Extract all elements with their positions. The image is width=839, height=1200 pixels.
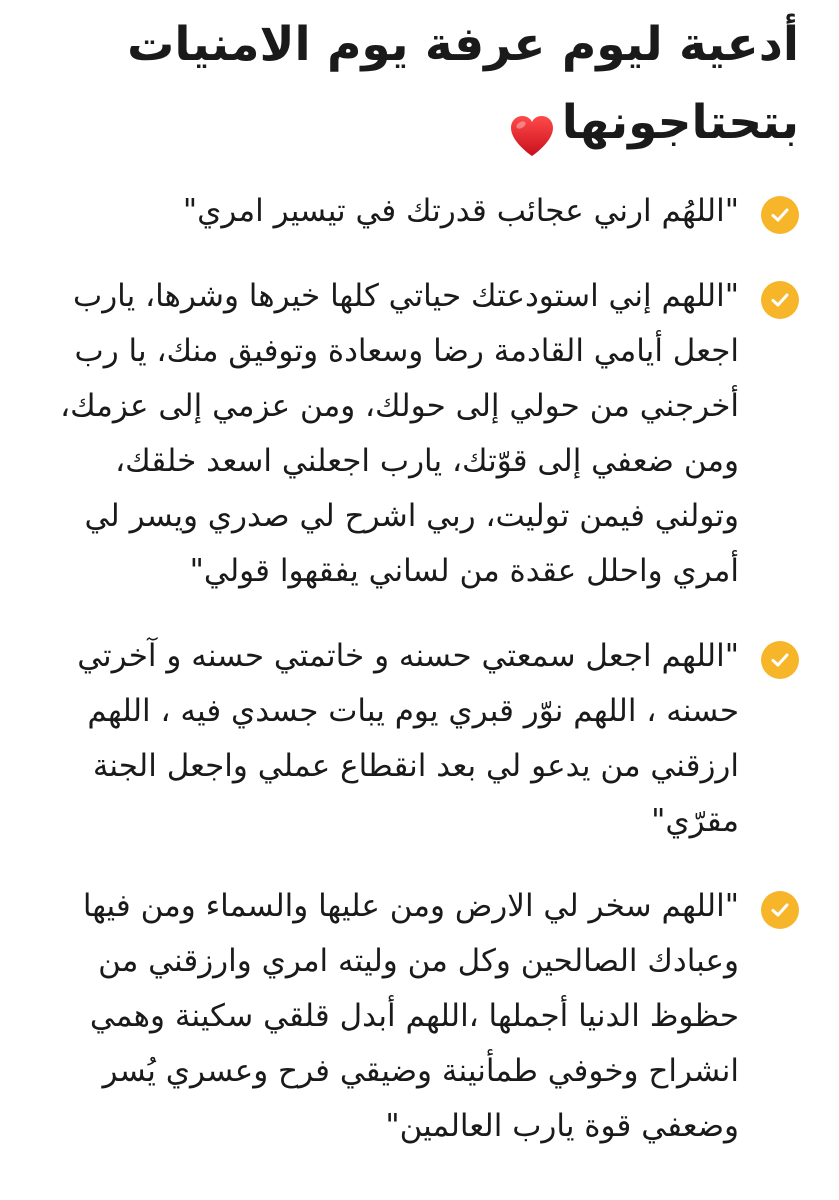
list-item	[40, 184, 799, 239]
list-item	[40, 879, 799, 1154]
page-title	[40, 6, 799, 162]
prayer-list	[40, 184, 799, 1154]
prayer-text: "اللهم اجعل سمعتي حسنه و خاتمتي حسنه و آخرتي حسنه ، اللهم نوّر قبري يوم يبات جسدي فيه ، اللهم ارزقني من يدعو لي بعد انقطاع عملي واجعل الجنة مقرّي"	[77, 638, 739, 839]
prayer-text: "اللهم سخر لي الارض ومن عليها والسماء ومن فيها وعبادك الصالحين وكل من وليته امري وارزقني من حظوظ الدنيا أجملها ،اللهم أبدل قلقي سكينة وهمي انشراح وخوفي طمأنينة وضيقي فرح وعسري يُسر وضعفي قوة يارب العالمين"	[82, 888, 739, 1144]
check-icon	[761, 196, 799, 234]
title-text: أدعية ليوم عرفة يوم الامنيات بتحتاجونها	[127, 17, 799, 150]
list-item	[40, 629, 799, 849]
check-icon	[761, 641, 799, 679]
list-item	[40, 269, 799, 599]
check-icon	[761, 891, 799, 929]
prayer-text: "اللهم إني استودعتك حياتي كلها خيرها وشرها، يارب اجعل أيامي القادمة رضا وسعادة وتوفيق منك، يا رب أخرجني من حولي إلى حولك، ومن عزمي إلى عزمك، ومن ضعفي إلى قوّتك، يارب اجعلني اسعد خلقك، وتولني فيمن توليت، ربي اشرح لي صدري ويسر لي أمري واحلل عقدة من لساني يفقهوا قولي"	[60, 278, 739, 589]
prayer-text: "اللهُم ارني عجائب قدرتك في تيسير امري"	[182, 193, 739, 229]
heart-icon	[508, 104, 556, 148]
check-icon	[761, 281, 799, 319]
